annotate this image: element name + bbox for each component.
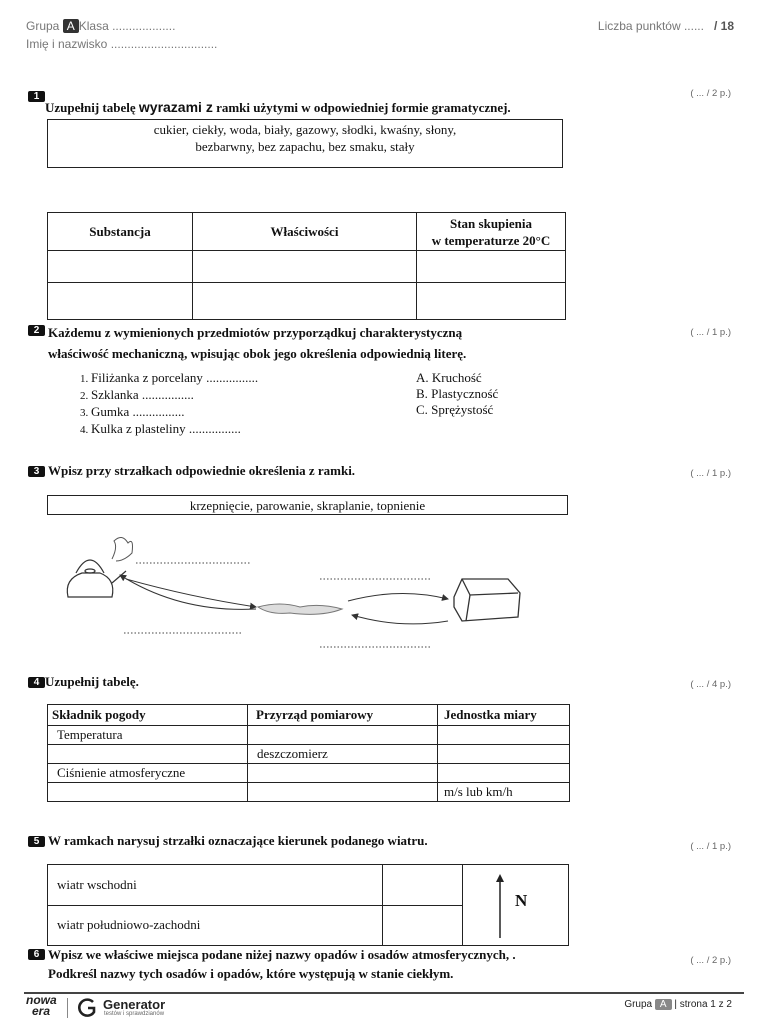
table-cell[interactable] [438, 726, 570, 745]
footer-divider [24, 992, 744, 994]
item-text: Filiżanka z porcelany ................ [91, 370, 259, 385]
q4-header-unit: Jednostka miary [438, 705, 570, 726]
question-number: 5 [28, 836, 45, 847]
question-number: 1 [28, 91, 45, 102]
generator-subtitle: testów i sprawdzianów [104, 1011, 165, 1017]
table-cell[interactable]: deszczomierz [248, 745, 438, 764]
table-cell[interactable] [48, 283, 193, 320]
q2-text-line1: Każdemu z wymienionych przedmiotów przyporządkuj charakterystyczną [48, 325, 463, 340]
arrow [120, 575, 256, 609]
group-label: Grupa [26, 19, 60, 33]
question-number: 2 [28, 325, 45, 336]
table-cell[interactable] [193, 251, 417, 283]
q6-text-line2: Podkreśl nazwy tych osadów i opadów, które występują w stanie ciekłym. [48, 966, 454, 981]
q1-header-state [417, 213, 566, 251]
q1-header-substance: Substancja [48, 213, 193, 251]
group-badge: A [63, 19, 79, 33]
q5-wind-southwest: wiatr południowo-zachodni [48, 905, 383, 946]
generator-title: Generator [103, 997, 166, 1012]
logo-era: era [32, 1004, 51, 1018]
puddle-icon [258, 604, 342, 614]
answer-box[interactable] [383, 905, 463, 946]
q3-points: ( ... / 1 p.) [690, 468, 731, 479]
points-label: Liczba punktów ...... [597, 19, 704, 33]
logo-nowa: nowa [26, 993, 57, 1007]
table-cell[interactable] [48, 251, 193, 283]
option-c: C. Sprężystość [416, 402, 494, 417]
q2-items [80, 370, 258, 438]
q5-wind-east: wiatr wschodni [48, 865, 383, 906]
q3-diagram [60, 517, 535, 657]
table-cell[interactable] [48, 783, 248, 802]
table-cell[interactable]: m/s lub km/h [438, 783, 570, 802]
table-cell[interactable] [48, 745, 248, 764]
q1-word-box [47, 119, 563, 168]
q4-header-instrument: Przyrząd pomiarowy [248, 705, 438, 726]
q3-instruction: Wpisz przy strzałkach odpowiednie określenia z ramki. [48, 463, 356, 478]
q1-header-state-l1: Stan skupienia [449, 215, 532, 231]
list-item: 4. Kulka z plasteliny ................ [80, 421, 241, 436]
name-field: Imię i nazwisko ................................ [26, 37, 218, 51]
table-cell[interactable] [417, 251, 566, 283]
ice-cube-icon [454, 579, 520, 621]
question-number: 4 [28, 677, 45, 688]
points-max: / 18 [713, 19, 734, 33]
logo-divider [67, 998, 68, 1018]
north-arrow-icon [464, 866, 564, 944]
generator-logo-icon [76, 997, 98, 1019]
q3-word-box: krzepnięcie, parowanie, skraplanie, topnienie [47, 495, 568, 515]
table-cell[interactable] [438, 764, 570, 783]
q1-header-properties: Właściwości [193, 213, 417, 251]
q4-table [47, 704, 570, 802]
option-a: A. Kruchość [416, 370, 482, 385]
q2-text-line2: właściwość mechaniczną, wpisując obok jego określenia odpowiednią literę. [48, 346, 467, 361]
footer-page-number: | strona 1 z 2 [674, 999, 732, 1010]
q2-points: ( ... / 1 p.) [690, 327, 731, 338]
arrow [352, 615, 448, 624]
q5-points: ( ... / 1 p.) [690, 841, 731, 852]
q1-text-b: wyrazami z [138, 99, 213, 115]
class-field: Klasa ................... [78, 19, 176, 33]
q1-text-a: Uzupełnij tabelę [45, 100, 139, 115]
table-cell[interactable] [193, 283, 417, 320]
q1-text-c: ramki użytymi w odpowiedniej formie gramatycznej. [212, 100, 511, 115]
points-total [598, 19, 734, 33]
answer-box[interactable] [383, 865, 463, 906]
arrow [126, 579, 256, 607]
table-cell[interactable] [417, 283, 566, 320]
footer-group-label: Grupa [624, 999, 653, 1010]
q1-table [47, 212, 566, 320]
table-cell[interactable] [438, 745, 570, 764]
q4-points: ( ... / 4 p.) [690, 679, 731, 690]
item-text: Kulka z plasteliny ................ [91, 421, 241, 436]
arrow [348, 593, 448, 601]
list-item: 1. Filiżanka z porcelany ................ [80, 370, 259, 385]
footer-group-badge: A [655, 999, 672, 1010]
footer-page-info [624, 999, 732, 1010]
list-item: 3. Gumka ................ [80, 404, 185, 419]
q4-header-component: Składnik pogody [48, 705, 248, 726]
q4-instruction: Uzupełnij tabelę. [45, 674, 139, 689]
table-cell[interactable] [248, 726, 438, 745]
kettle-icon [67, 560, 126, 597]
table-cell[interactable]: Ciśnienie atmosferyczne [48, 764, 248, 783]
option-b: B. Plastyczność [416, 386, 499, 401]
item-text: Szklanka ................ [91, 387, 194, 402]
q2-options [416, 370, 498, 418]
question-number: 6 [28, 949, 45, 960]
table-cell[interactable] [248, 783, 438, 802]
q5-table [47, 864, 569, 946]
compass-cell [463, 865, 569, 946]
q1-points: ( ... / 2 p.) [690, 88, 731, 99]
q5-instruction: W ramkach narysuj strzałki oznaczające kierunek podanego wiatru. [48, 833, 428, 848]
steam-icon [112, 537, 133, 561]
question-number: 3 [28, 466, 45, 477]
table-cell[interactable] [248, 764, 438, 783]
q1-words-line1: cukier, ciekły, woda, biały, gazowy, słodki, kwaśny, słony, [153, 122, 457, 137]
q1-header-state-l2: w temperaturze 20°C [431, 232, 551, 248]
table-cell[interactable]: Temperatura [48, 726, 248, 745]
list-item: 2. Szklanka ................ [80, 387, 194, 402]
q6-points: ( ... / 2 p.) [690, 955, 731, 966]
item-text: Gumka ................ [91, 404, 185, 419]
q6-instruction [48, 945, 516, 983]
q6-text-line1: Wpisz we właściwe miejsca podane niżej nazwy opadów i osadów atmosferycznych, . [48, 947, 516, 962]
north-label: N [515, 891, 528, 910]
nowa-era-logo [26, 995, 57, 1017]
q1-instruction [45, 99, 511, 116]
q2-instruction [48, 322, 466, 364]
header-group [26, 19, 175, 33]
q1-words-line2: bezbarwny, bez zapachu, bez smaku, stały [195, 139, 415, 154]
